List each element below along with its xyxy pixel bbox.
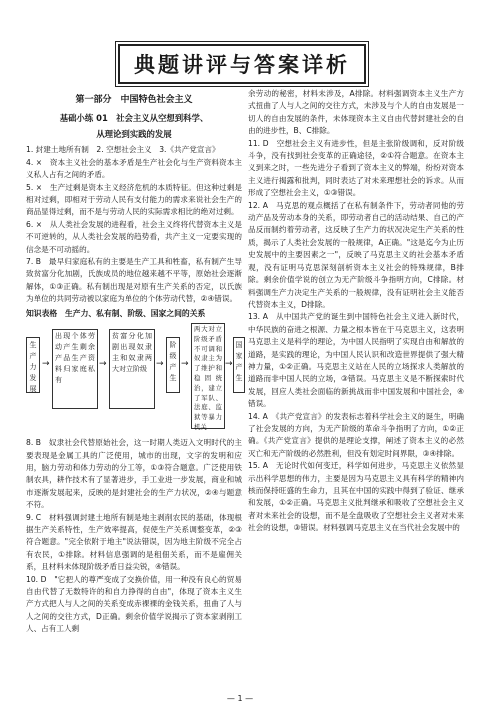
- right-column: [248, 88, 464, 535]
- arrow-icon: →: [99, 359, 107, 370]
- exercise-title-line-2: 从理论到实践的发展: [96, 129, 172, 140]
- arrow-icon: →: [42, 359, 50, 370]
- answer-item: 15. A 无论时代如何变迁，科学如何进步，马克思主义依然显示出科学思想的伟力，主要是因为马克思主义具有科学的精神内核而保持旺盛的生命力，且其在中国的实践中得到了验证、继承和发展，①②正确。马克思主义批判继承和吸收了空想社会主义者对未来社会的设想，而不是全盘吸收了空想社会主义者对未来社会的设想，③错误。材料强调马克思主义在当代社会发展中的: [248, 461, 464, 533]
- left-column: [26, 92, 242, 636]
- diagram-box-state-apparatus: 两大对立阶级矛盾不可调和奴隶主为了维护和稳固统治，建立了军队、法庭、监狱等暴力机关: [191, 323, 225, 429]
- answer-item: 12. A 马克思的观点概括了在私有制条件下，劳动者同他的劳动产品及劳动本身的关系，即劳动者自己的活动结果、自己的产品反而制约着劳动者，这反映了生产力的状况决定生产关系的性质，揭示了人类社会发展的一般规律，A正确。"这是迄今为止历史发展中的主要因素之一"，反映了马克思主义的社会基本矛盾观，没有证明马克思深刻剖析资本主义社会的特殊规律，B排除。剩余价值学说的创立为无产阶级斗争指明方向，C排除。材料强调生产力决定生产关系的一般规律，没有证明社会主义能否代替资本主义，D排除。: [248, 200, 464, 309]
- answer-item: 9. C 材料强调封建土地所有制是地主剥削农民的基础，体现根据生产关系特性，生产效率提高，促使生产关系调整变革，②③符合题意。"完全依附于地主"说法错误，因为地主阶级不完全占有农民，①排除。材料信息强调的是租佃关系，而不是雇佣关系，且材料未体现阶级矛盾日益尖锐，④错误。: [26, 512, 242, 572]
- arrow-icon: →: [225, 359, 233, 370]
- relationship-diagram: [26, 323, 242, 431]
- part-heading: 第一部分 中国特色社会主义: [75, 95, 193, 105]
- answer-item: 13. A 从中国共产党的诞生到中国特色社会主义进入新时代，中华民族的奋进之根源、力量之根本皆在于马克思主义，这表明马克思主义是科学的理论，为中国人民指明了实现自由和解放的道路，是实践的理论，为中国人民认识和改造世界提供了强大精神力量，①②正确。马克思主义站在人民的立场探求人类解放的道路而非中国人民的立场，③错误。马克思主义是不断探索时代发展，回应人类社会面临的新挑战而非中国发展和中国社会，④错误。: [248, 312, 464, 409]
- answer-item: 7. B 最早归家庭私有的主要是生产工具和牲畜，私有制产生导致贫富分化加剧，氏族成员的地位越来越不平等，原始社会逐渐解体，①③正确。私有制出现是对原有生产关系的否定，以氏族为单位的共同劳动被以家庭为单位的个体劳动代替，②④错误。: [26, 257, 242, 304]
- answer-item: 4. × 资本主义社会的基本矛盾是生产社会化与生产资料资本主义私人占有之间的矛盾。: [26, 157, 242, 180]
- answer-item: 5. × 生产过剩是资本主义经济危机的本质特征。但这种过剩是相对过剩，即相对于劳动人民有支付能力的需求来说社会生产的商品显得过剩，而不是与劳动人民的实际需求相比的绝对过剩。: [26, 182, 242, 217]
- knowledge-table-heading: 知识表格 生产力、私有制、阶级、国家之间的关系: [26, 308, 206, 318]
- answer-item: 8. B 奴隶社会代替原始社会，这一时期人类迈入文明时代的主要表现是金属工具的广泛使用，城市的出现，文字的发明和应用，脑力劳动和体力劳动的分工等，①③符合题意。广泛使用铁制农具，耕作技术有了显著进步，手工业进一步发展，商业和城市逐渐发展起来，反映的是封建社会的生产力状况，②④与题意不符。: [26, 438, 242, 510]
- answer-item: 10. D "它把人的尊严变成了交换价值，用一种没有良心的贸易自由代替了无数特许的和自力挣得的自由"，体现了资本主义生产方式把人与人之间的关系变成赤裸裸的金钱关系，扭曲了人与人之间的交往方式，D正确。剩余价值学说揭示了资本家剥削工人、占有工人剩: [26, 574, 242, 634]
- page-number: — 1 —: [226, 694, 254, 703]
- diagram-box-classes: 阶级产生: [166, 337, 180, 393]
- diagram-box-private-ownership: 出现个体劳动产生剩余产品生产资料归家庭私有: [52, 329, 98, 409]
- answer-item: 余劳动的秘密，材料未涉及，A排除。材料强调资本主义生产方式扭曲了人与人之间的交往方式，未涉及与个人的自由发展是一切人的自由发展的条件，未体现资本主义自由代替封建社会的自由的进步性，B、C排除。: [248, 89, 464, 136]
- diagram-box-state: 国家产生: [233, 337, 245, 393]
- arrow-icon: →: [156, 359, 164, 370]
- diagram-box-productivity: 生产力发展: [26, 337, 40, 393]
- answer-item: 14. A 《共产党宣言》的发表标志着科学社会主义的诞生，明确了社会发展的方向，为无产阶级的革命斗争指明了方向，①②正确。《共产党宣言》提供的是理论支撑，阐述了资本主义的必然灭亡和无产阶级的必然胜利，但没有划定时间界限，③④排除。: [248, 411, 464, 458]
- arrow-icon: →: [181, 359, 189, 370]
- exercise-title-line-1: 基础小练 01 社会主义从空想到科学、: [59, 113, 209, 124]
- diagram-box-class-division: 贫富分化加剧出现奴隶主和奴隶两大对立阶级: [109, 329, 155, 409]
- answer-item: 6. × 从人类社会发展的进程看，社会主义终将代替资本主义是不可逆转的，从人类社会发展的趋势看，共产主义一定要实现的信念是不可动摇的。: [26, 219, 242, 254]
- page-title: 典题讲评与答案详析: [118, 44, 366, 84]
- answer-item: 11. D 空想社会主义有进步性，但是主张阶级调和，反对阶级斗争，没有找到社会变革的正确途径，②①符合题意。在资本主义到来之时，一些先进分子看到了资本主义的弊端，纷纷对资本主义进行揭露和批判，同时表达了对未来理想社会的诉求。从而形成了空想社会主义，①③错误。: [248, 138, 464, 198]
- answer-item: 1. 封建土地所有制 2. 空想社会主义 3.《共产党宣言》: [26, 145, 220, 155]
